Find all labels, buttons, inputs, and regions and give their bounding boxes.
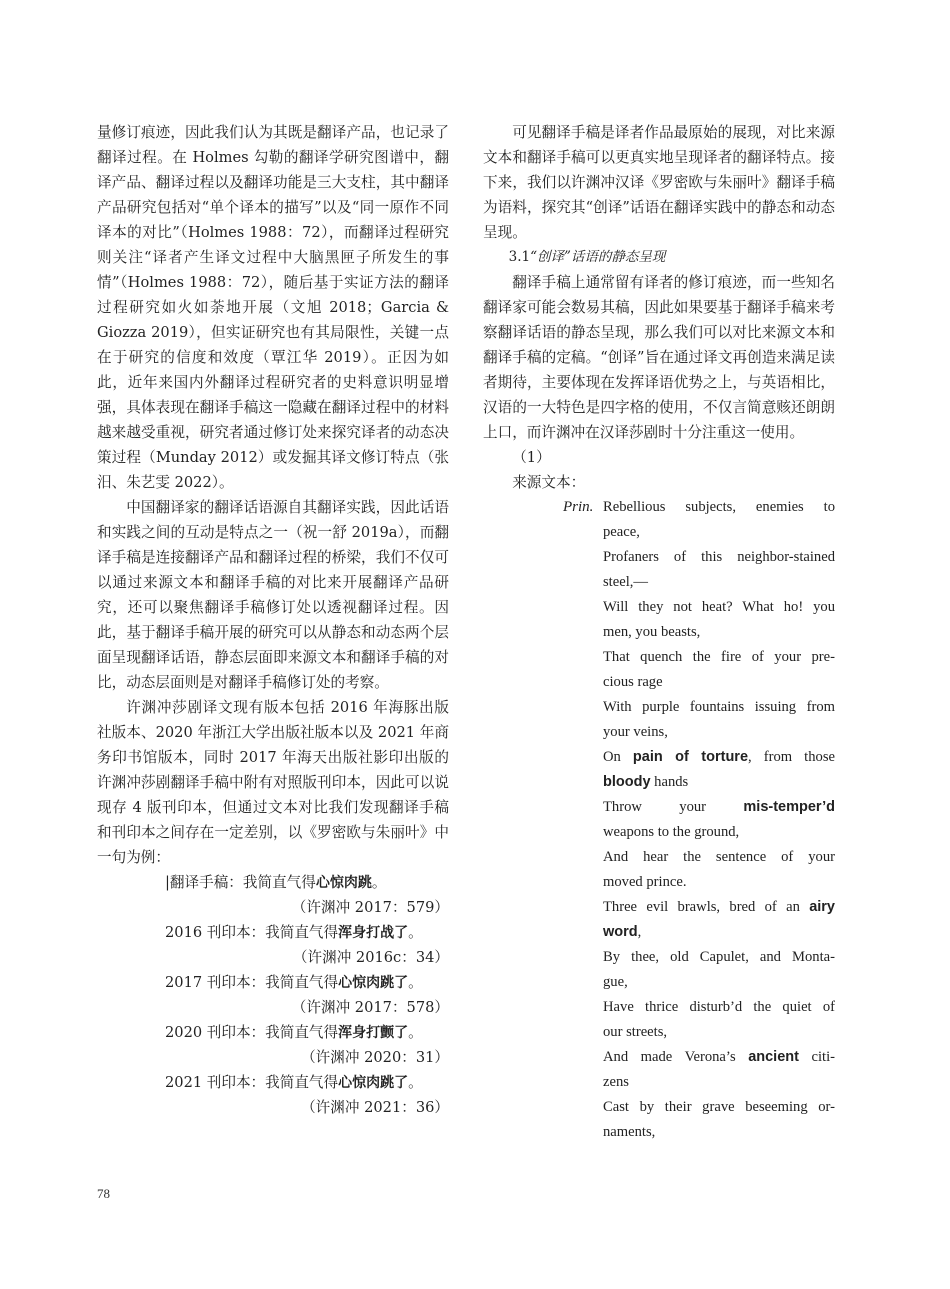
verse-line: Cast by their grave beseeming or- [603,1099,835,1115]
example-citation: （许渊冲 2020：31） [301,1049,449,1066]
example-line [97,970,449,995]
example-highlight: 浑身打战了 [338,925,409,941]
verse-line: That quench the fire of your pre- [603,649,835,665]
verse-line: word, [603,924,642,940]
example-citation: （许渊冲 2016c：34） [292,949,449,966]
verse-line: bloody hands [603,774,689,790]
verse-line: Profaners of this neighbor-stained [603,549,835,565]
source-text-block [483,495,835,1145]
source-text-label: 来源文本： [512,474,586,491]
verse-line: naments, [603,1124,656,1140]
left-paragraph-3: 许渊冲莎剧译文现有版本包括 2016 年海豚出版社版本、2020 年浙江大学出版社版本以及 2021 年商务印书馆版本，同时 2017 年海天出版社影印出版的许渊冲莎剧翻译手稿中附有对照版刊印本，因此可以说现存 4 版刊印本，但通过文本对比我们发现翻译手稿和刊印本之间存在一定差别，以《罗密欧与朱丽叶》中一句为例： [97,699,449,866]
verse-line: And made Verona’s ancient citi- [603,1049,836,1065]
example-citation: （许渊冲 2021：36） [301,1099,449,1116]
verse-line: With purple fountains issuing from [603,699,835,715]
example-end: 。 [371,874,387,891]
example-label: 2020 刊印本：我简直气得 [165,1024,339,1041]
example-label: 2016 刊印本：我简直气得 [165,924,339,941]
verse-line: Have thrice disturb’d the quiet of [603,999,835,1015]
bold-phrase: pain of torture [632,749,749,765]
example-citation: （许渊冲 2017：578） [291,999,449,1016]
verse-line: Three evil brawls, bred of an airy [603,899,835,915]
verse-line: Will they not heat? What ho! you [603,599,835,615]
verse-line: gue, [603,974,628,990]
version-comparison-list [97,870,449,1120]
verse-line: Throw your mis-temper’d [603,799,835,815]
example-highlight: 心惊肉跳 [315,875,372,891]
verse-line: By thee, old Capulet, and Monta- [603,949,835,965]
verse-line: steel,— [603,574,648,590]
bold-phrase: bloody [603,774,651,790]
example-label: 2017 刊印本：我简直气得 [165,974,339,991]
example-line [97,870,449,895]
left-paragraph-1: 量修订痕迹，因此我们认为其既是翻译产品，也记录了翻译过程。在 Holmes 勾勒的翻译学研究图谱中，翻译产品、翻译过程以及翻译功能是三大支柱，其中翻译产品研究包括对“单个译本的描写”以及“同一原作不同译本的对比”（Holmes 1988：72），而翻译过程研究则关注“译者产生译文过程中大脑黑匣子所发生的事情”（Holmes 1988：72），随后基于实证方法的翻译过程研究如火如荼地开展（文旭 2018；Garcia & Giozza 2019），但实证研究也有其局限性，关键一点在于研究的信度和效度（覃江华 2019）。正因为如此，近年来国内外翻译过程研究者的史料意识明显增强，具体表现在翻译手稿这一隐藏在翻译过程中的材料越来越受重视，研究者通过修订处来探究译者的动态决策过程（Munday 2012）或发掘其译文修订特点（张汨、朱艺雯 2022）。 [97,124,449,491]
example-highlight: 心惊肉跳了 [338,975,409,991]
verse-line: And hear the sentence of your [603,849,835,865]
example-label: 2021 刊印本：我简直气得 [165,1074,339,1091]
verse-lines [603,495,835,1145]
right-paragraph-2: 翻译手稿上通常留有译者的修订痕迹，而一些知名翻译家可能会数易其稿，因此如果要基于翻译手稿来考察翻译话语的静态呈现，那么我们可以对比来源文本和翻译手稿的定稿。“创译”旨在通过译文再创造来满足读者期待，主要体现在发挥译语优势之上，与英语相比，汉语的一大特色是四字格的使用，不仅言简意赅还朗朗上口，而许渊冲在汉译莎剧时十分注重这一使用。 [483,274,835,441]
right-paragraph-1: 可见翻译手稿是译者作品最原始的展现，对比来源文本和翻译手稿可以更真实地呈现译者的翻译特点。接下来，我们以许渊冲汉译《罗密欧与朱丽叶》翻译手稿为语料，探究其“创译”话语在翻译实践中的静态和动态呈现。 [483,124,835,241]
example-end: 。 [408,974,423,991]
example-highlight: 浑身打颤了 [338,1025,409,1041]
section-title: “创译”话语的静态呈现 [530,249,666,265]
example-line [97,1070,449,1095]
verse-line: Rebellious subjects, enemies to [603,499,835,515]
example-number: （1） [512,449,551,466]
left-column [97,120,449,1120]
bold-phrase: mis-temper’d [743,799,835,815]
example-label: |翻译手稿：我简直气得 [165,874,316,891]
section-number: 3.1 [508,249,531,265]
verse-line: peace, [603,524,640,540]
left-paragraph-2: 中国翻译家的翻译话语源自其翻译实践，因此话语和实践之间的互动是特点之一（祝一舒 2019a），而翻译手稿是连接翻译产品和翻译过程的桥梁，我们不仅可以通过来源文本和翻译手稿的对比来开展翻译产品研究，还可以聚焦翻译手稿修订处以透视翻译过程。因此，基于翻译手稿开展的研究可以从静态和动态两个层面呈现翻译话语，静态层面即来源文本和翻译手稿的对比，动态层面则是对翻译手稿修订处的考察。 [97,499,449,691]
example-end: 。 [408,924,423,941]
verse-line: zens [603,1074,629,1090]
speaker-label: Prin. [563,499,594,515]
example-end: 。 [408,1074,423,1091]
example-citation: （许渊冲 2017：579） [291,899,449,916]
verse-line: weapons to the ground, [603,824,740,840]
example-highlight: 心惊肉跳了 [338,1075,409,1091]
verse-line: cious rage [603,674,663,690]
example-line [97,920,449,945]
bold-phrase: airy [809,899,835,915]
page-number: 78 [97,1186,110,1201]
section-heading [483,245,835,270]
bold-phrase: word [603,924,638,940]
example-end: 。 [408,1024,423,1041]
verse-line: our streets, [603,1024,668,1040]
right-column [483,120,835,1145]
verse-line: your veins, [603,724,668,740]
verse-line: On pain of torture, from those [603,749,835,765]
verse-line: moved prince. [603,874,687,890]
example-line [97,1020,449,1045]
verse-line: men, you beasts, [603,624,701,640]
bold-phrase: ancient [748,1049,799,1065]
